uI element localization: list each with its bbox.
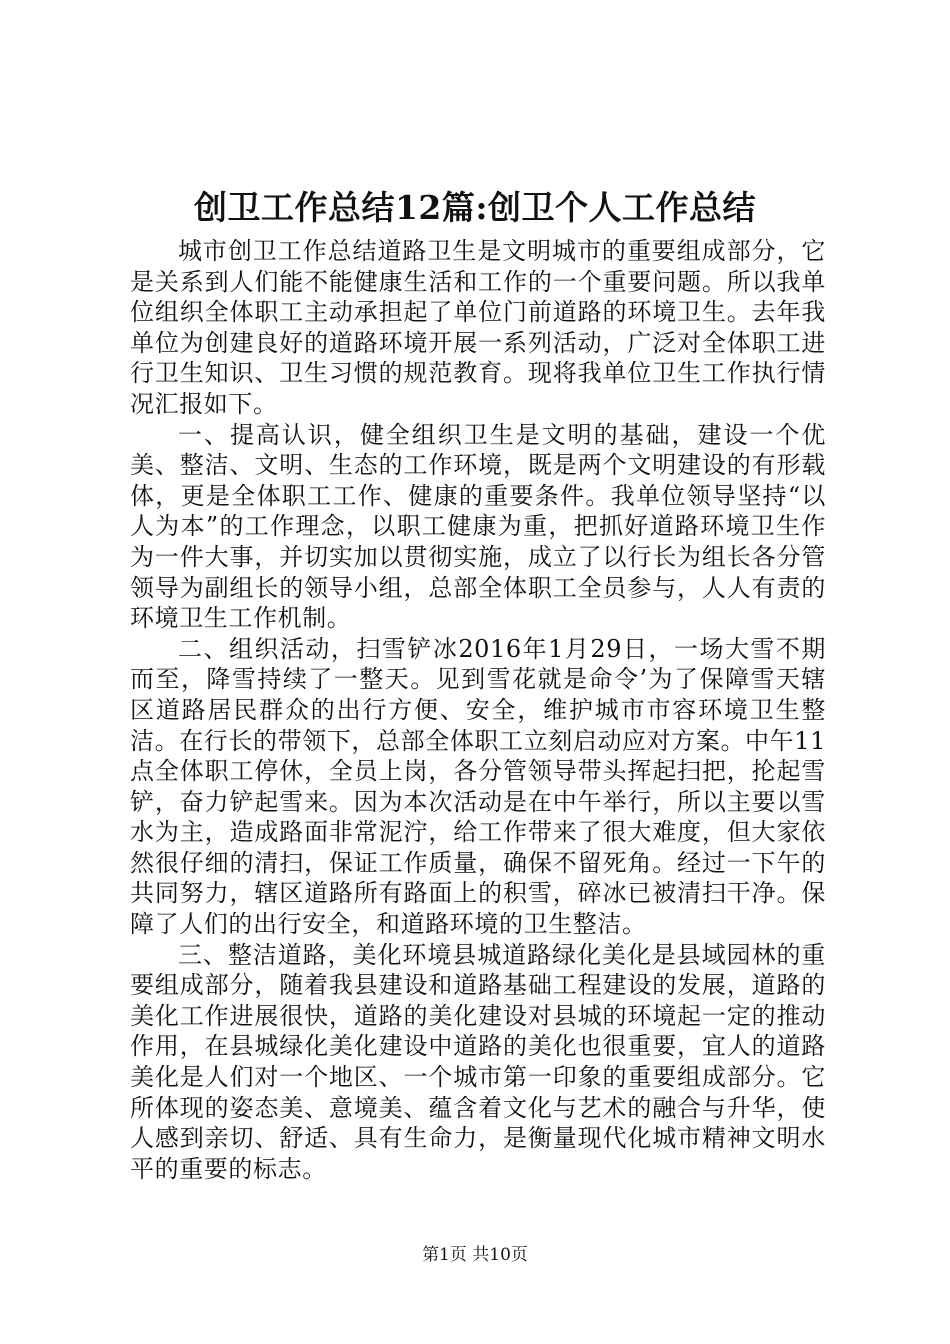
paragraph-intro: 城市创卫工作总结道路卫生是文明城市的重要组成部分，它是关系到人们能不能健康生活和工作的一个重要问题。所以我单位组织全体职工主动承担起了单位门前道路的环境卫生。去年我单位为创建良好的道路环境开展一系列活动，广泛对全体职工进行卫生知识、卫生习惯的规范教育。现将我单位卫生工作执行情况汇报如下。 bbox=[130, 237, 826, 418]
document-title: 创卫工作总结12篇:创卫个人工作总结 bbox=[193, 188, 757, 227]
paragraph-section-2: 二、组织活动，扫雪铲冰2016年1月29日，一场大雪不期而至，降雪持续了一整天。见到雪花就是命令’为了保障雪天辖区道路居民群众的出行方便、安全，维护城市市容环境卫生整洁。在行长的带领下，总部全体职工立刻启动应对方案。中午11点全体职工停休，全员上岗，各分管领导带头挥起扫把，抡起雪铲，奋力铲起雪来。因为本次活动是在中午举行，所以主要以雪水为主，造成路面非常泥泞，给工作带来了很大难度，但大家依然很仔细的清扫，保证工作质量，确保不留死角。经过一下午的共同努力，辖区道路所有路面上的积雪，碎冰已被清扫干净。保障了人们的出行安全，和道路环境的卫生整洁。 bbox=[130, 634, 826, 939]
paragraph-section-3: 三、整洁道路，美化环境县城道路绿化美化是县域园林的重要组成部分，随着我县建设和道路基础工程建设的发展，道路的美化工作进展很快，道路的美化建设对县城的环境起一定的推动作用，在县城绿化美化建设中道路的美化也很重要，宜人的道路美化是人们对一个地区、一个城市第一印象的重要组成部分。它所体现的姿态美、意境美、蕴含着文化与艺术的融合与升华，使人感到亲切、舒适、具有生命力，是衡量现代化城市精神文明水平的重要的标志。 bbox=[130, 940, 826, 1183]
paragraph-section-1: 一、提高认识，健全组织卫生是文明的基础，建设一个优美、整洁、文明、生态的工作环境，既是两个文明建设的有形载体，更是全体职工工作、健康的重要条件。我单位领导坚持“以人为本”的工作理念，以职工健康为重，把抓好道路环境卫生作为一件大事，并切实加以贯彻实施，成立了以行长为组长各分管领导为副组长的领导小组，总部全体职工全员参与，人人有责的环境卫生工作机制。 bbox=[130, 420, 826, 633]
page-footer: 第1页 共10页 bbox=[422, 1245, 528, 1265]
document-body bbox=[130, 236, 826, 1184]
